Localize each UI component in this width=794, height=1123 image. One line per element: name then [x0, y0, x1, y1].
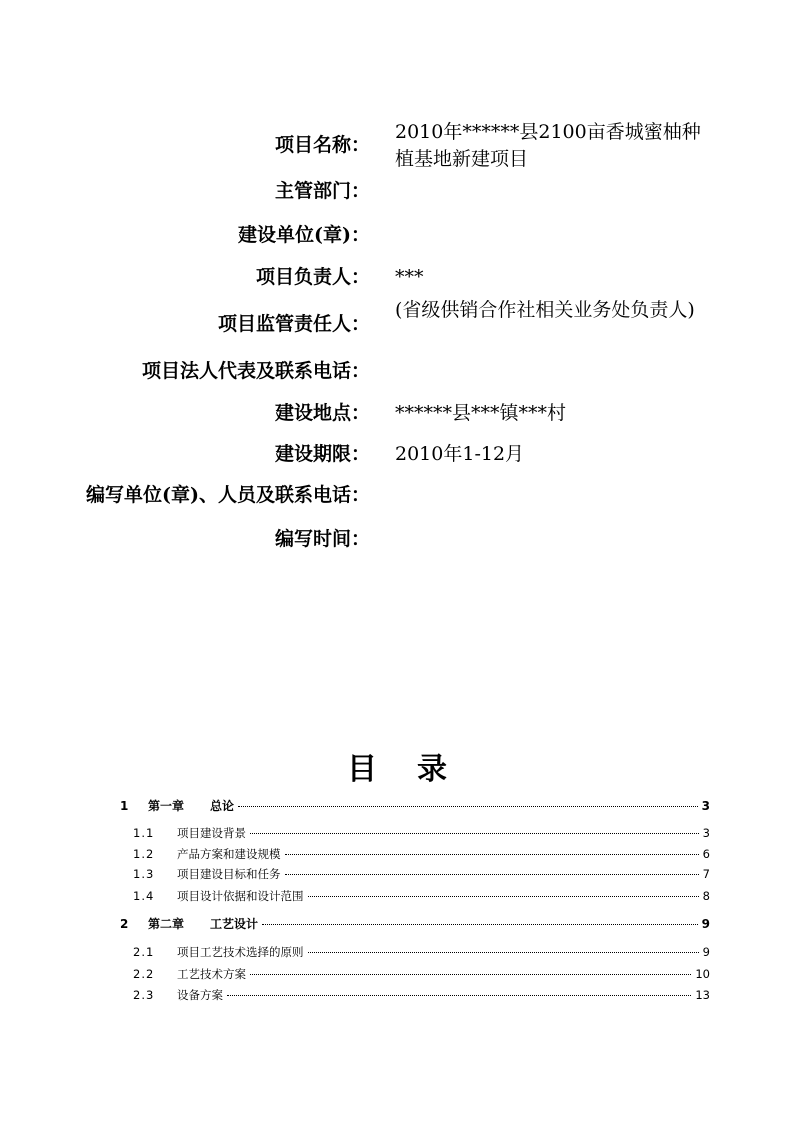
field-value-project-name: 2010年******县2100亩香城蜜柚种植基地新建项目: [395, 121, 701, 170]
toc-leader: [250, 833, 699, 834]
toc-number: 2.2: [133, 967, 155, 981]
toc-text: 工艺技术方案: [177, 967, 246, 981]
toc-entry-section-1-1[interactable]: [133, 825, 710, 841]
toc-number: 1.4: [133, 889, 155, 903]
field-label-supervisor: 项目监管责任人：: [217, 313, 370, 335]
toc-text: 产品方案和建设规模: [177, 847, 281, 861]
toc-entry-section-1-2[interactable]: [133, 846, 710, 862]
field-label-department: 主管部门：: [274, 180, 370, 202]
toc-entry-section-2-1[interactable]: [133, 944, 710, 960]
field-value-supervisor: (省级供销合作社相关业务处负责人): [395, 299, 695, 321]
toc-leader: [250, 974, 691, 975]
field-label-date: 编写时间：: [274, 528, 370, 550]
field-value-leader: ***: [395, 266, 424, 288]
toc-number: 1: [120, 799, 129, 813]
field-label-builder: 建设单位(章)：: [238, 224, 370, 246]
toc-text: 项目建设目标和任务: [177, 867, 281, 881]
field-value-period: 2010年1-12月: [395, 443, 525, 465]
toc-entry-section-1-3[interactable]: [133, 866, 710, 882]
field-value-location: ******县***镇***村: [395, 402, 567, 424]
toc-number: 1.3: [133, 867, 155, 881]
toc-page: 3: [701, 799, 710, 813]
toc-page: 10: [695, 967, 710, 981]
toc-page: 3: [702, 826, 710, 840]
toc-number: 1.1: [133, 826, 155, 840]
toc-page: 13: [695, 988, 710, 1002]
toc-entry-section-2-3[interactable]: [133, 987, 710, 1003]
toc-number: 2: [120, 917, 129, 931]
toc-page: 6: [702, 847, 710, 861]
field-label-project-name: 项目名称：: [274, 134, 370, 156]
field-label-leader: 项目负责人：: [255, 266, 370, 288]
field-label-compiler: 编写单位(章)、人员及联系电话：: [86, 484, 370, 506]
toc-title: 目录: [347, 752, 487, 787]
toc-number: 2.3: [133, 988, 155, 1002]
toc-entry-chapter-2[interactable]: [120, 915, 710, 932]
toc-text: 项目建设背景: [177, 826, 246, 840]
toc-entry-section-2-2[interactable]: [133, 966, 710, 982]
toc-text: 总论: [210, 799, 235, 813]
toc-leader: [238, 806, 698, 807]
toc-chapter: 第二章: [148, 917, 185, 931]
toc-chapter: 第一章: [148, 799, 185, 813]
toc-leader: [227, 995, 691, 996]
toc-entry-section-1-4[interactable]: [133, 888, 710, 904]
field-label-location: 建设地点：: [274, 402, 370, 424]
toc-text: 工艺设计: [210, 917, 259, 931]
toc-leader: [308, 896, 699, 897]
toc-text: 项目设计依据和设计范围: [177, 889, 304, 903]
toc-text: 项目工艺技术选择的原则: [177, 945, 304, 959]
toc-leader: [285, 874, 699, 875]
field-label-legal-rep: 项目法人代表及联系电话：: [141, 360, 370, 382]
toc-leader: [285, 854, 699, 855]
toc-entry-chapter-1[interactable]: [120, 797, 710, 814]
toc-page: 9: [701, 917, 710, 931]
toc-page: 8: [702, 889, 710, 903]
field-label-period: 建设期限：: [274, 443, 370, 465]
toc-page: 9: [702, 945, 710, 959]
toc-text: 设备方案: [177, 988, 223, 1002]
toc-leader: [262, 924, 698, 925]
toc-number: 2.1: [133, 945, 155, 959]
toc-leader: [308, 952, 699, 953]
toc-number: 1.2: [133, 847, 155, 861]
toc-page: 7: [702, 867, 710, 881]
